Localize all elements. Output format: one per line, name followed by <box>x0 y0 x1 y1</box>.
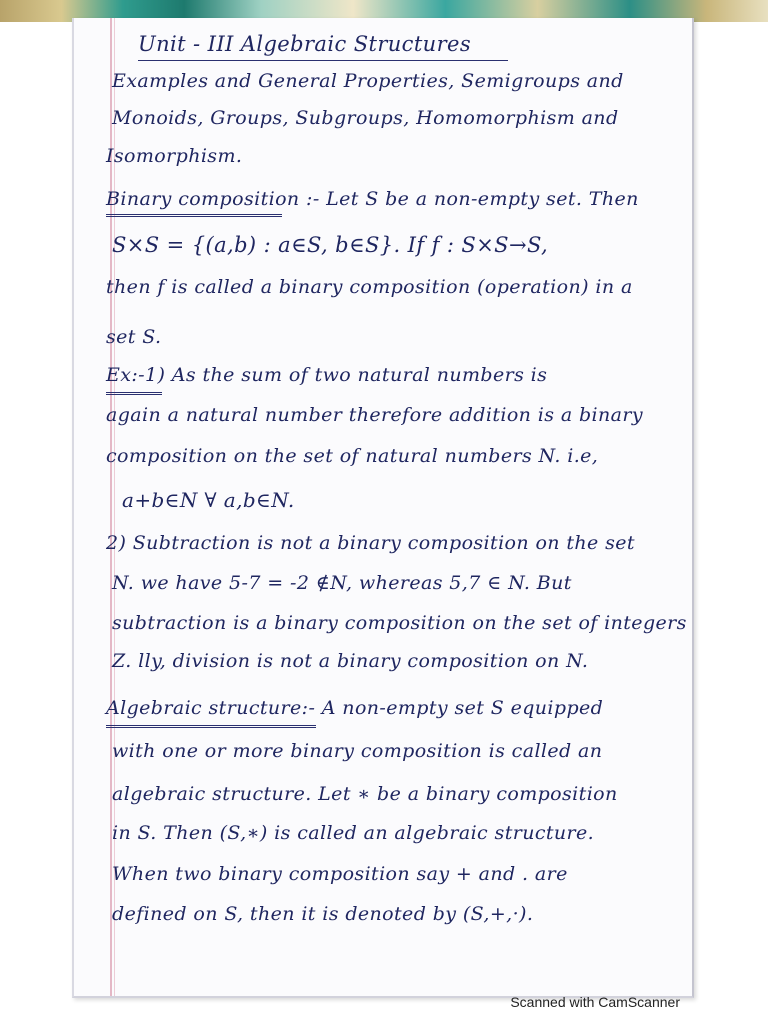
text-line-2: Monoids, Groups, Subgroups, Homomorphism and <box>112 107 619 129</box>
title-underline <box>138 60 508 61</box>
text-line-10: composition on the set of natural numbers N. i.e, <box>106 445 599 467</box>
algebraic-structure-underline <box>106 725 316 728</box>
text-line-18: algebraic structure. Let ∗ be a binary composition <box>112 783 618 805</box>
text-line-14: subtraction is a binary composition on the set of integers <box>112 612 687 634</box>
text-line-1: Examples and General Properties, Semigroups and <box>112 70 624 92</box>
text-line-16: Algebraic structure:- A non-empty set S equipped <box>106 697 604 719</box>
text-line-13: N. we have 5-7 = -2 ∉N, whereas 5,7 ∈ N. But <box>112 572 572 594</box>
example-underline <box>106 392 162 395</box>
text-line-4: Binary composition :- Let S be a non-empty set. Then <box>106 188 639 210</box>
text-line-11: a+b∈N ∀ a,b∈N. <box>122 488 295 512</box>
page-title: Unit - III Algebraic Structures <box>138 32 472 56</box>
text-line-17: with one or more binary composition is called an <box>112 740 603 762</box>
text-line-12: 2) Subtraction is not a binary composition on the set <box>106 532 635 554</box>
text-line-20: When two binary composition say + and . are <box>112 863 568 885</box>
text-line-19: in S. Then (S,∗) is called an algebraic structure. <box>112 822 595 844</box>
text-line-21: defined on S, then it is denoted by (S,+,·). <box>112 903 534 925</box>
text-line-6: then f is called a binary composition (operation) in a <box>106 276 633 298</box>
text-line-3: Isomorphism. <box>106 145 243 167</box>
binary-composition-underline <box>106 214 282 217</box>
text-line-8: Ex:-1) As the sum of two natural numbers is <box>106 364 548 386</box>
text-line-9: again a natural number therefore addition is a binary <box>106 404 644 426</box>
scanner-watermark: Scanned with CamScanner <box>510 994 680 1010</box>
text-line-7: set S. <box>106 326 162 348</box>
text-line-15: Z. lly, division is not a binary composition on N. <box>112 650 589 672</box>
text-line-5: S×S = {(a,b) : a∈S, b∈S}. If f : S×S→S, <box>112 233 549 257</box>
